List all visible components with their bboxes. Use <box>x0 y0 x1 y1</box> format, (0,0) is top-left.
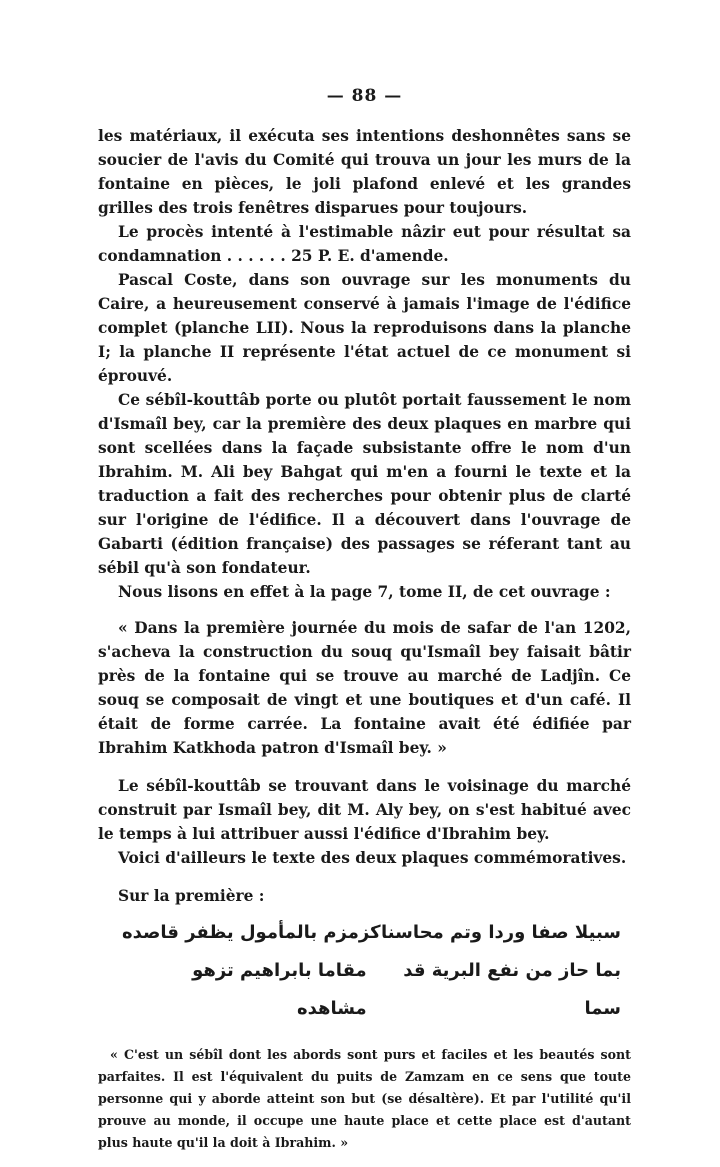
paragraph-attribution: Le sébîl-kouttâb se trouvant dans le voisinage du marché construit par Ismaîl bey, dit M. Aly bey, on s'est habitué avec le temps à lui attribuer aussi l'édifice d'Ibrahim bey. <box>98 777 631 843</box>
gabarti-quote: « Dans la première journée du mois de safar de l'an 1202, s'acheva la construction du souq qu'Ismaîl bey faisait bâtir près de la fontaine qui se trouve au marché de Ladjîn. Ce souq se composait de vingt et une boutiques et d'un café. Il était de forme carrée. La fontaine avait été édifiée par Ibrahim Katkhoda patron d'Ismaîl bey. » <box>98 619 631 757</box>
arabic-verse-row <box>122 952 621 1028</box>
paragraph-proces: Le procès intenté à l'estimable nâzir eut pour résultat sa condamnation . . . . . . 25 P. E. d'amende. <box>98 223 631 265</box>
arabic-hemistich-right: سبيلا صفا وردا وتم محاسنا <box>381 922 621 943</box>
arabic-hemistich-right: بما حاز من نفع البرية قد سما <box>403 960 621 1019</box>
arabic-verse-row <box>122 914 621 952</box>
arabic-hemistich-left: كزمزم بالمأمول يظفر قاصده <box>122 922 381 943</box>
page-number: — 88 — <box>326 86 403 106</box>
arabic-inscription <box>122 914 621 1028</box>
paragraph-sebil-name: Ce sébîl-kouttâb porte ou plutôt portait faussement le nom d'Ismaîl bey, car la première des deux plaques en marbre qui sont scellées dans la façade subsistante offre le nom d'un Ibrahim. M. Ali bey Bahgat qui m'en a fourni le texte et la traduction a fait des recherches pour obtenir plus de clarté sur l'origine de l'édifice. Il a découvert dans l'ouvrage de Gabarti (édition française) des passages se réferant tant au sébil qu'à son fondateur. <box>98 391 631 577</box>
arabic-hemistich-left: مقاما بابراهيم تزهو مشاهده <box>192 960 367 1019</box>
document-page <box>98 86 631 1167</box>
paragraph-gabarti-ref: Nous lisons en effet à la page 7, tome II, de cet ouvrage : <box>118 583 611 601</box>
paragraph-continuation: les matériaux, il exécuta ses intentions deshonnêtes sans se soucier de l'avis du Comité qui trouva un jour les murs de la fontaine en pièces, le joli plafond enlevé et les grandes grilles des trois fenêtres disparues pour toujours. <box>98 127 631 217</box>
paragraph-coste: Pascal Coste, dans son ouvrage sur les monuments du Caire, a heureusement conservé à jamais l'image de l'édifice complet (planche LII). Nous la reproduisons dans la planche I; la planche II représente l'état actuel de ce monument si éprouvé. <box>98 271 631 385</box>
inscription-translation: « C'est un sébîl dont les abords sont purs et faciles et les beautés sont parfaites. Il est l'équivalent du puits de Zamzam en ce sens que toute personne qui y aborde atteint son but (se désaltère). Et par l'utilité qu'il prouve au monde, il occupe une haute place et cette place est d'autant plus haute qu'il la doit à Ibrahim. » <box>98 1047 631 1150</box>
first-plaque-label: Sur la première : <box>118 887 265 905</box>
paragraph-plaques-intro: Voici d'ailleurs le texte des deux plaques commémoratives. <box>118 849 627 867</box>
